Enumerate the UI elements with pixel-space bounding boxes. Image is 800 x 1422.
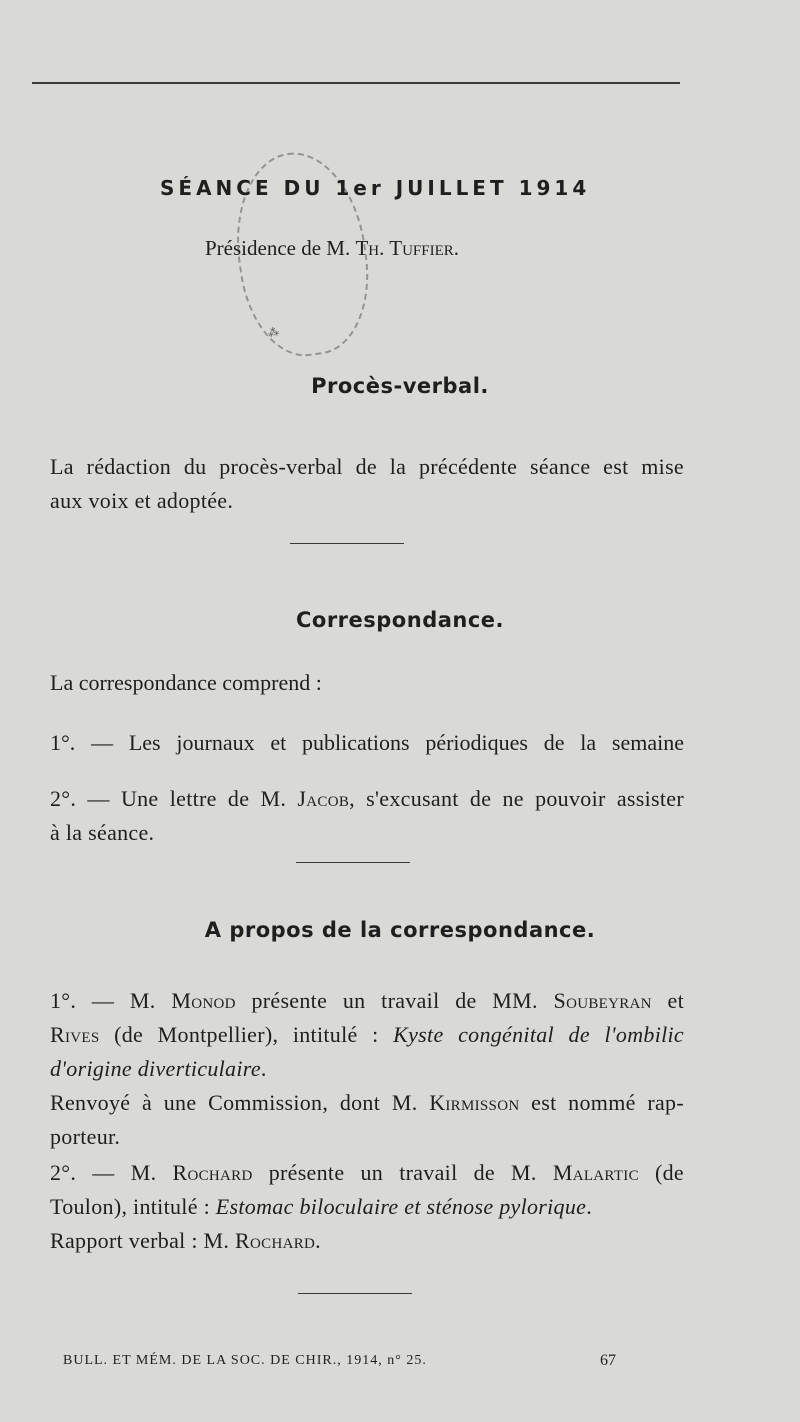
a-propos-item-1-line-4 — [50, 1086, 684, 1120]
section-divider-1 — [290, 543, 404, 544]
correspondance-item-2-line-2: à la séance. — [50, 820, 155, 845]
a-propos-item-2-line-1 — [50, 1156, 684, 1190]
correspondance-heading: Correspondance. — [295, 608, 505, 632]
p3-text-c: (de — [638, 1160, 684, 1185]
presidence-prefix: Présidence de M. — [205, 236, 356, 260]
p1-name-rives: Rives — [50, 1022, 100, 1047]
p2-text-a: Renvoyé à une Commission, dont M. — [50, 1090, 430, 1115]
p2-text-b: est nommé rap- — [519, 1090, 684, 1115]
a-propos-item-1-line-3 — [50, 1052, 684, 1086]
p1-text-a: 1°. — M. — [50, 988, 172, 1013]
item2-text-b: , s'excusant de ne pouvoir assister — [349, 786, 684, 811]
section-divider-3 — [298, 1293, 412, 1294]
proces-verbal-line-2: aux voix et adoptée. — [50, 488, 234, 513]
p1-text-d: (de Montpellier), intitulé : — [99, 1022, 394, 1047]
page-number: 67 — [600, 1352, 616, 1369]
p3-text-d: Toulon), intitulé : — [50, 1194, 216, 1219]
item2-text-a: 2°. — Une lettre de M. — [50, 786, 298, 811]
presidence-line — [205, 236, 459, 261]
p1-name-monod: Monod — [171, 988, 236, 1013]
proces-verbal-line-1: La rédaction du procès-verbal de la précédente séance est mise — [50, 454, 684, 479]
p1-title-part-1: Kyste congénital de l'ombilic — [393, 1022, 684, 1047]
p3-text-e: . — [586, 1194, 593, 1219]
p3-name-malartic: Malartic — [552, 1160, 639, 1185]
a-propos-item-1-line-5: porteur. — [50, 1124, 121, 1149]
a-propos-item-2-line-3 — [50, 1224, 684, 1258]
p4-name-rochard: Rochard — [235, 1228, 316, 1253]
top-rule — [32, 82, 680, 84]
correspondance-item-1: 1°. — Les journaux et publications périodiques de la semaine — [50, 730, 684, 755]
a-propos-heading: A propos de la correspondance. — [204, 918, 596, 942]
a-propos-item-2-line-2 — [50, 1190, 684, 1224]
a-propos-item-1-line-1 — [50, 984, 684, 1018]
p1-text-e: . — [260, 1056, 267, 1081]
a-propos-item-1 — [50, 984, 684, 1154]
p3-name-rochard: Rochard — [172, 1160, 253, 1185]
p3-text-a: 2°. — M. — [50, 1160, 173, 1185]
stamp-mark: ⁂ — [266, 325, 282, 341]
p1-name-soubeyran: Soubeyran — [553, 988, 652, 1013]
p2-name-kirmisson: Kirmisson — [429, 1090, 520, 1115]
correspondance-item-2-line-1 — [50, 782, 684, 816]
correspondance-item-2 — [50, 782, 684, 850]
item2-name-jacob: Jacob — [297, 786, 350, 811]
p1-title-part-2: d'origine diverticulaire — [50, 1056, 261, 1081]
correspondance-intro: La correspondance comprend : — [50, 670, 322, 695]
p4-text-a: Rapport verbal : M. — [50, 1228, 236, 1253]
p1-text-c: et — [651, 988, 685, 1013]
p3-text-b: présente un travail de M. — [252, 1160, 553, 1185]
proces-verbal-text — [50, 450, 684, 518]
a-propos-item-1-line-2 — [50, 1018, 684, 1052]
president-name: Th. Tuffier. — [355, 236, 460, 260]
footer-citation: BULL. ET MÉM. DE LA SOC. DE CHIR., 1914, n° 25. — [63, 1353, 427, 1368]
section-divider-2 — [296, 862, 410, 863]
p3-title: Estomac biloculaire et sténose pylorique — [215, 1194, 587, 1219]
a-propos-item-2 — [50, 1156, 684, 1258]
p1-text-b: présente un travail de MM. — [235, 988, 554, 1013]
p4-text-b: . — [315, 1228, 321, 1253]
seance-title: SÉANCE DU 1er JUILLET 1914 — [160, 176, 591, 200]
proces-verbal-heading: Procès-verbal. — [311, 374, 489, 398]
